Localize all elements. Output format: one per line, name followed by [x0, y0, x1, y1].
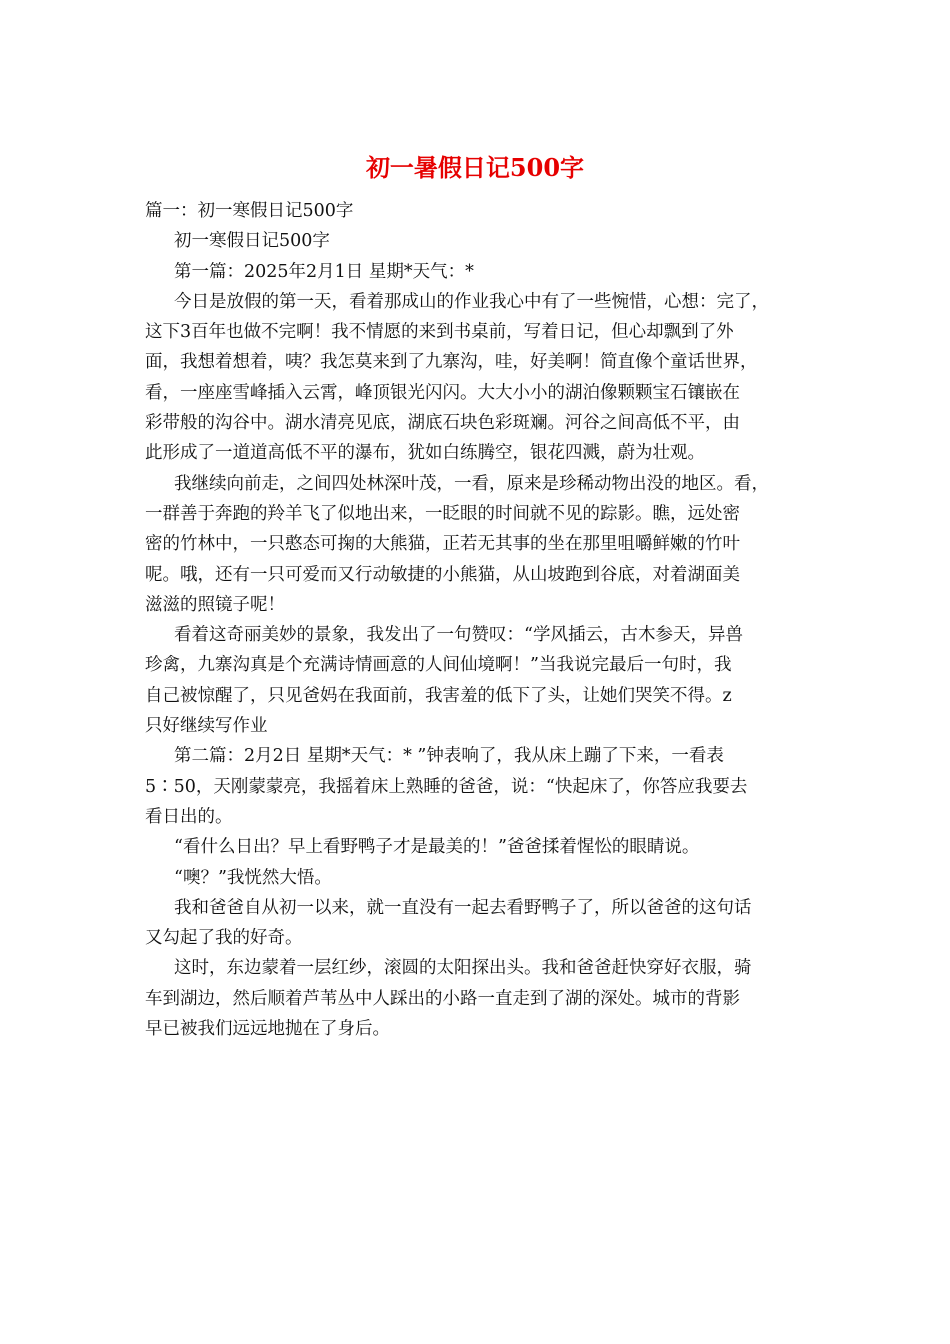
body-line: 此形成了一道道高低不平的瀑布，犹如白练腾空，银花四溅，蔚为壮观。 [145, 443, 705, 464]
body-line: 只好继续写作业 [145, 716, 268, 737]
body-line: 自己被惊醒了，只见爸妈在我面前，我害羞的低下了头，让她们哭笑不得。z [145, 685, 732, 706]
body-line: 这时，东边蒙着一层红纱，滚圆的太阳探出头。我和爸爸赶快穿好衣服，骑 [174, 958, 752, 979]
body-line: 我继续向前走，之间四处林深叶茂，一看，原来是珍稀动物出没的地区。看， [174, 473, 769, 494]
body-line: 5∶50，天刚蒙蒙亮，我摇着床上熟睡的爸爸，说：“快起床了，你答应我要去 [145, 776, 748, 797]
body-line: 一群善于奔跑的羚羊飞了似地出来，一眨眼的时间就不见的踪影。瞧，远处密 [145, 503, 740, 524]
body-line: 密的竹林中，一只憨态可掬的大熊猫，正若无其事的坐在那里咀嚼鲜嫩的竹叶 [145, 534, 740, 555]
body-line: “看什么日出？早上看野鸭子才是最美的！”爸爸揉着惺忪的眼睛说。 [174, 837, 700, 858]
body-line: 呢。哦，还有一只可爱而又行动敏捷的小熊猫，从山坡跑到谷底，对着湖面美 [145, 564, 740, 585]
body-line: 看日出的。 [145, 806, 233, 827]
body-line: 看着这奇丽美妙的景象，我发出了一句赞叹：“学风插云，古木参天，异兽 [174, 625, 743, 646]
body-line: 第一篇：2025年2月1日 星期*天气：* [174, 261, 474, 282]
body-line: 这下3百年也做不完啊！我不情愿的来到书桌前，写着日记，但心却飘到了外 [145, 322, 734, 343]
body-line: 珍禽，九寨沟真是个充满诗情画意的人间仙境啊！”当我说完最后一句时，我 [145, 655, 732, 676]
body-line: 今日是放假的第一天，看着那成山的作业我心中有了一些惋惜，心想：完了， [174, 291, 769, 312]
body-line: 看，一座座雪峰插入云霄，峰顶银光闪闪。大大小小的湖泊像颗颗宝石镶嵌在 [145, 382, 740, 403]
document-body [145, 196, 817, 1044]
body-line: 初一寒假日记500字 [174, 231, 330, 252]
body-line: 又勾起了我的好奇。 [145, 928, 303, 949]
body-line: 车到湖边，然后顺着芦苇丛中人踩出的小路一直走到了湖的深处。城市的背影 [145, 988, 740, 1009]
body-line: 面，我想着想着，咦？我怎莫来到了九寨沟，哇，好美啊！简直像个童话世界， [145, 352, 758, 373]
body-line: 早已被我们远远地抛在了身后。 [145, 1019, 390, 1040]
body-line: 第二篇：2月2日 星期*天气：* ”钟表响了，我从床上蹦了下来，一看表 [174, 746, 724, 767]
body-line: 彩带般的沟谷中。湖水清亮见底，湖底石块色彩斑斓。河谷之间高低不平，由 [145, 413, 740, 434]
body-line: 滋滋的照镜子呢！ [145, 594, 285, 615]
body-line: “噢？”我恍然大悟。 [174, 867, 332, 888]
body-line: 我和爸爸自从初一以来，就一直没有一起去看野鸭子了，所以爸爸的这句话 [174, 897, 752, 918]
document-title: 初一暑假日记500字 [365, 153, 585, 182]
body-line: 篇一：初一寒假日记500字 [145, 201, 354, 221]
